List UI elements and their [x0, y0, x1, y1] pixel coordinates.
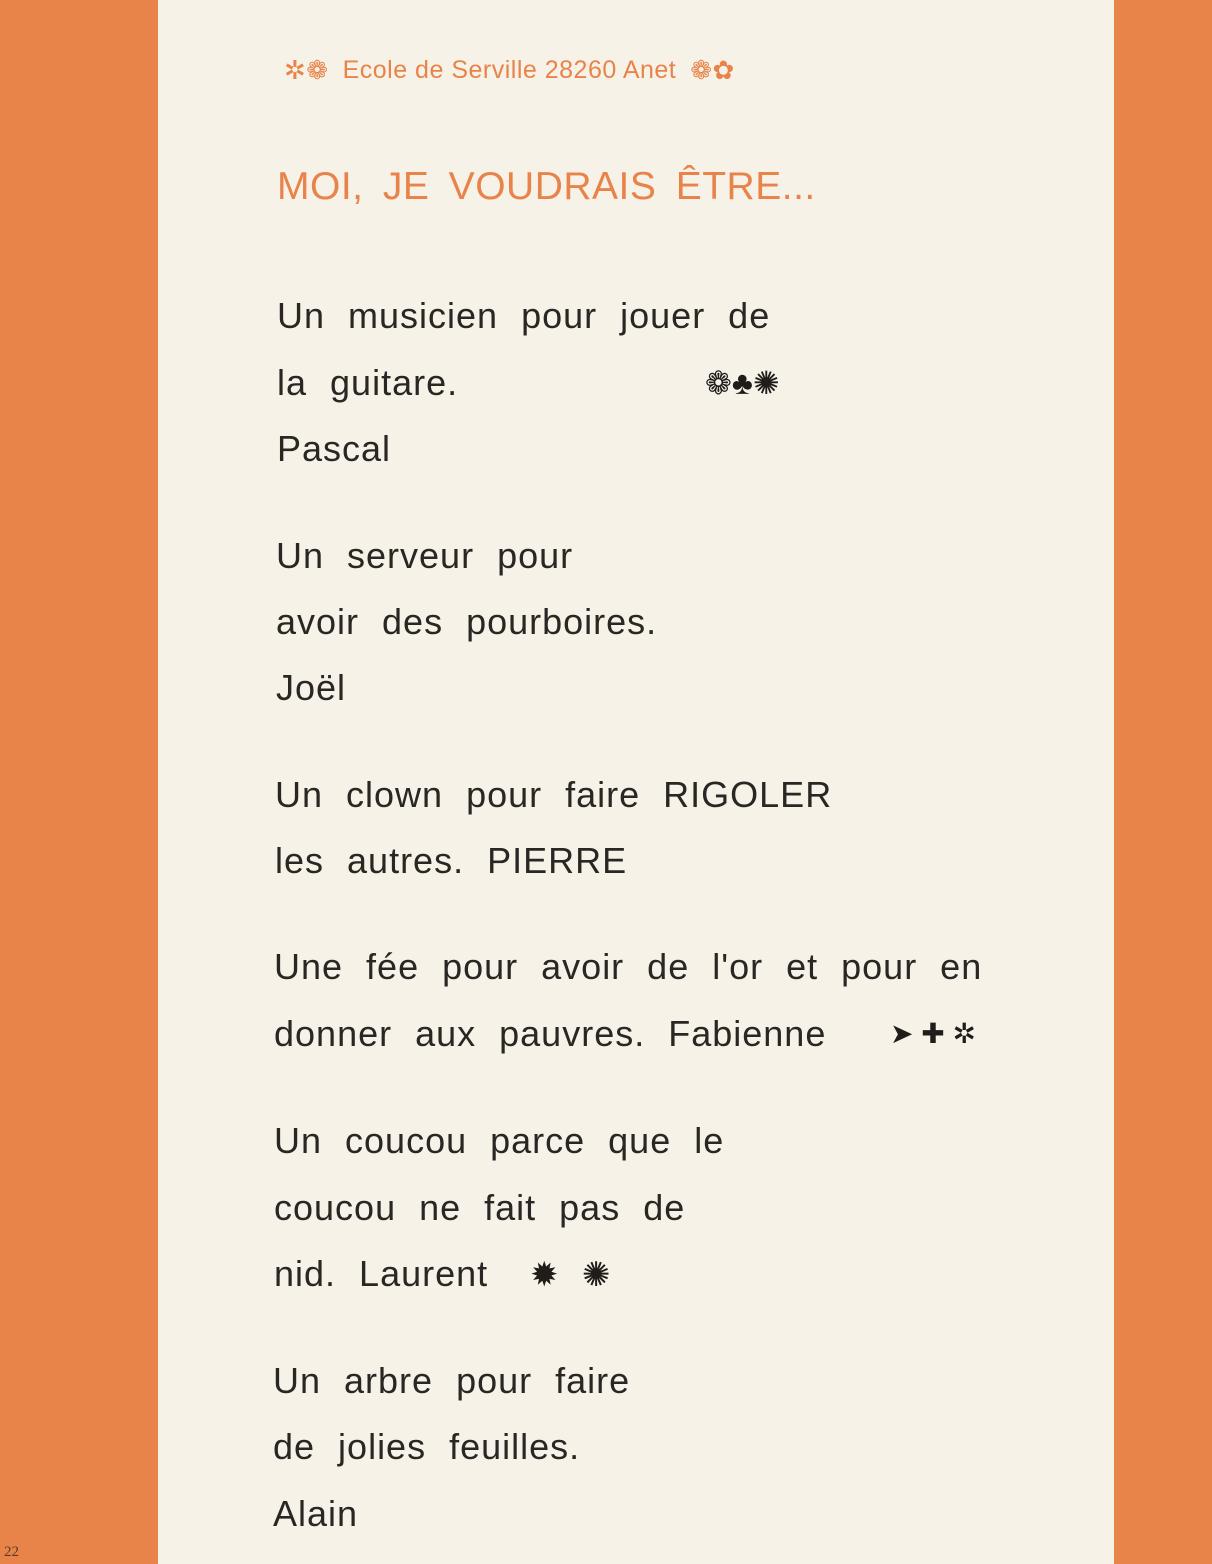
- page-number: 22: [4, 1544, 19, 1560]
- stanza-4-line-1: Une fée pour avoir de l'or et pour en: [274, 946, 983, 987]
- sun-flower-ornament-icon: ✹ ✺: [530, 1256, 611, 1294]
- stanza-6-line-2: de jolies feuilles.: [273, 1426, 581, 1467]
- stanza-1-line-1: Un musicien pour jouer de: [277, 295, 771, 336]
- stanza-6-line-1: Un arbre pour faire: [273, 1360, 631, 1401]
- stanza-5-line-1: Un coucou parce que le: [274, 1120, 725, 1161]
- flower-clover-ornament-icon: ❁♣✺: [705, 365, 780, 401]
- stanza-1-line-2: la guitare.: [277, 362, 459, 403]
- stanza-2-line-1: Un serveur pour: [276, 535, 574, 576]
- stanza-6-author: Alain: [273, 1493, 359, 1534]
- school-header: [278, 55, 741, 86]
- page-title: MOI, JE VOUDRAIS ÊTRE...: [277, 165, 816, 208]
- stanza-3-line-1: Un clown pour faire RIGOLER: [275, 774, 833, 815]
- stanza-2-author: Joël: [276, 667, 347, 708]
- stanza-3-line-2: les autres. PIERRE: [275, 840, 628, 881]
- stanza-5-line-3: nid. Laurent: [274, 1253, 489, 1294]
- school-name: Ecole de Serville 28260 Anet: [342, 56, 677, 84]
- leaf-ornament-icon: ❁✿: [690, 55, 735, 85]
- stanza-1-author: Pascal: [277, 428, 392, 469]
- arrow-cross-ornament-icon: ➤ ✚ ✲: [890, 1018, 976, 1049]
- stanza-2-line-2: avoir des pourboires.: [276, 601, 658, 642]
- stanza-4-line-2: donner aux pauvres. Fabienne: [274, 1013, 827, 1054]
- stanza-5-line-2: coucou ne fait pas de: [274, 1187, 686, 1228]
- flower-ornament-icon: ✲❁: [284, 55, 329, 85]
